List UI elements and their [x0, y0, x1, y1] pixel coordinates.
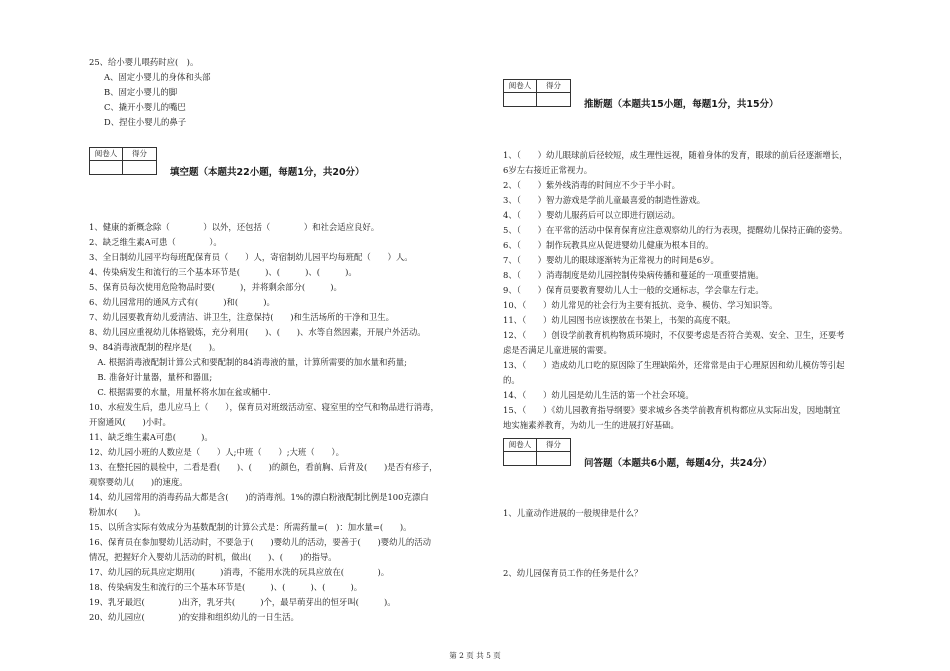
score-cell[interactable] [537, 452, 570, 465]
question-25-stem: 25、给小婴儿喂药时应( )。 [89, 57, 199, 67]
judge-line: 6岁左右接近正常视力。 [503, 165, 593, 175]
qa-question-1: 1、儿童动作进展的一般规律是什么？ [503, 508, 643, 518]
fill-blank-line: 7、幼儿园要教育幼儿爱清洁、讲卫生，注意保持( )和生活场所的干净和卫生。 [89, 312, 394, 322]
judge-line: 10、（ ）幼儿常见的社会行为主要有抵抗、竞争、模仿、学习知识等。 [503, 300, 778, 310]
fill-blank-line: C. 根据需要的水量，用量杯将水加在盆或桶中. [89, 387, 271, 397]
question-25-option-b: B、固定小婴儿的脚 [104, 87, 178, 97]
score-box-fill [89, 147, 157, 175]
fill-blank-line: 12、幼儿园小班的人数应是（ ）人;中班（ ）;大班（ ）。 [89, 447, 344, 457]
judge-line: 8、（ ）消毒制度是幼儿园控制传染病传播和蔓延的一项重要措施。 [503, 270, 764, 280]
fill-blank-line: 2、缺乏维生素A可患（ ）。 [89, 237, 222, 247]
judge-line: 的。 [503, 375, 520, 385]
reviewer-cell[interactable] [504, 452, 537, 465]
reviewer-label: 阅卷人 [504, 80, 537, 93]
reviewer-cell[interactable] [504, 93, 537, 106]
judge-line: 6、（ ）制作玩教具应从促进婴幼儿健康为根本目的。 [503, 240, 714, 250]
question-25-option-d: D、捏住小婴儿的鼻子 [104, 117, 187, 127]
judge-line: 地实施素养教育，为幼儿一生的进展打好基础。 [503, 420, 679, 430]
page-footer: 第 2 页 共 5 页 [449, 651, 501, 660]
qa-section-title: 问答题（本题共6小题，每题4分，共24分） [584, 458, 772, 469]
judge-line: 3、（ ）智力游戏是学前儿童最喜爱的制造性游戏。 [503, 195, 706, 205]
fill-blank-line: 13、在整托园的晨检中，二看是看( )、( )的颜色，看前胸、后背及( )是否有疹子， [89, 462, 438, 472]
judge-line: 7、（ ）婴幼儿的眼球逐渐转为正常视力的时间是6岁。 [503, 255, 719, 265]
fill-blank-line: 4、传染病发生和流行的三个基本环节是( )、( )、( )。 [89, 267, 357, 277]
score-label: 得分 [537, 80, 570, 93]
fill-blank-line: 粉加水( )。 [89, 507, 146, 517]
question-25-option-a: A、固定小婴儿的身体和头部 [104, 72, 211, 82]
fill-blank-line: 14、幼儿园常用的消毒药品大都是含( )的消毒剂。1%的漂白粉液配制比例是100克漂白 [89, 492, 429, 502]
fill-blank-line: 1、健康的新概念除（ ）以外，还包括（ ）和社会适应良好。 [89, 222, 380, 232]
question-25-option-c: C、撬开小婴儿的嘴巴 [104, 102, 186, 112]
score-cell[interactable] [537, 93, 570, 106]
judge-line: 12、（ ）创设学前教育机构物质环境时，不仅要考虑是否符合美观、安全、卫生，还要考 [503, 330, 845, 340]
fill-blank-line: 16、保育员在参加婴幼儿活动时，不要急于( )婴幼儿的活动，要善于( )婴幼儿的活动 [89, 537, 431, 547]
fill-blank-line: 10、水痘发生后，患儿应马上（ ），保育员对班级活动室、寝室里的空气和物品进行消毒， [89, 402, 439, 412]
judge-line: 13、（ ）造成幼儿口吃的原因除了生理缺陷外，还常常是由于心理原因和幼儿模仿等引起 [503, 360, 845, 370]
fill-blank-line: B. 准备好计量器，量杯和器皿; [89, 372, 213, 382]
fill-blank-line: 观察婴幼儿( )的速度。 [89, 477, 188, 487]
fill-blank-line: 20、幼儿园应( )的安排和组织幼儿的一日生活。 [89, 612, 299, 622]
fill-blank-line: 6、幼儿园常用的通风方式有( )和( )。 [89, 297, 275, 307]
reviewer-cell[interactable] [90, 161, 123, 174]
judge-line: 11、（ ）幼儿园图书应该摆放在书架上，书架的高度不限。 [503, 315, 736, 325]
score-box-judge [503, 79, 571, 107]
fill-blank-line: 9、84消毒液配制的程序是( )。 [89, 342, 221, 352]
fill-blank-line: 18、传染病发生和流行的三个基本环节是( )、( )、( )。 [89, 582, 363, 592]
fill-blank-line: 8、幼儿园应重视幼儿体格锻炼，充分利用( )、( )、水等自然因素，开展户外活动。 [89, 327, 426, 337]
judge-line: 5、（ ）在平常的活动中保育保育应注意观察幼儿的行为表现，提醒幼儿保持正确的姿势。 [503, 225, 848, 235]
judge-line: 2、（ ）紫外线消毒的时间应不少于半小时。 [503, 180, 681, 190]
judge-line: 15、（ ）《幼儿园教育指导纲要》要求城乡各类学前教育机构都应从实际出发，因地制宜 [503, 405, 841, 415]
score-box-qa [503, 438, 571, 466]
fill-blank-line: 11、缺乏维生素A可患( )。 [89, 432, 213, 442]
judge-line: 4、（ ）婴幼儿服药后可以立即进行剧运动。 [503, 210, 681, 220]
fill-blank-line: 17、幼儿园的玩具应定期用( )消毒，不能用水洗的玩具应放在( )。 [89, 567, 390, 577]
score-cell[interactable] [123, 161, 156, 174]
score-label: 得分 [123, 148, 156, 161]
reviewer-label: 阅卷人 [90, 148, 123, 161]
fill-blank-line: 19、乳牙最迟( )出齐，乳牙共( )个，最早萌芽出的恒牙叫( )。 [89, 597, 396, 607]
qa-question-2: 2、幼儿园保育员工作的任务是什么？ [503, 568, 643, 578]
fill-blank-section-title: 填空题（本题共22小题，每题1分，共20分） [170, 167, 365, 178]
fill-blank-line: A. 根据消毒液配制计算公式和要配制的84消毒液的量，计算所需要的加水量和药量; [89, 357, 407, 367]
fill-blank-line: 开窗通风( )小时。 [89, 417, 171, 427]
judge-line: 14、（ ）幼儿园是幼儿生活的第一个社会环境。 [503, 390, 694, 400]
fill-blank-line: 15、以所含实际有效成分为基数配制的计算公式是：所需药量=( )：加水量=( )。 [89, 522, 412, 532]
score-label: 得分 [537, 439, 570, 452]
fill-blank-line: 情况，把握好介入婴幼儿活动的时机，做出( )、( )的指导。 [89, 552, 337, 562]
fill-blank-line: 5、保育员每次使用危险物品时要( )，并将剩余部分( )。 [89, 282, 342, 292]
judge-line: 虑是否满足儿童进展的需要。 [503, 345, 612, 355]
fill-blank-line: 3、全日制幼儿园平均每班配保育员（ ）人，寄宿制幼儿园平均每班配（ ）人。 [89, 252, 413, 262]
judge-line: 1、（ ）幼儿眼球前后径较短，成生理性远视，随着身体的发育，眼球的前后径逐渐增长， [503, 150, 848, 160]
judge-section-title: 推断题（本题共15小题，每题1分，共15分） [584, 99, 779, 110]
reviewer-label: 阅卷人 [504, 439, 537, 452]
judge-line: 9、（ ）保育员要教育婴幼儿人士一般的交通标志，学会靠左行走。 [503, 285, 764, 295]
